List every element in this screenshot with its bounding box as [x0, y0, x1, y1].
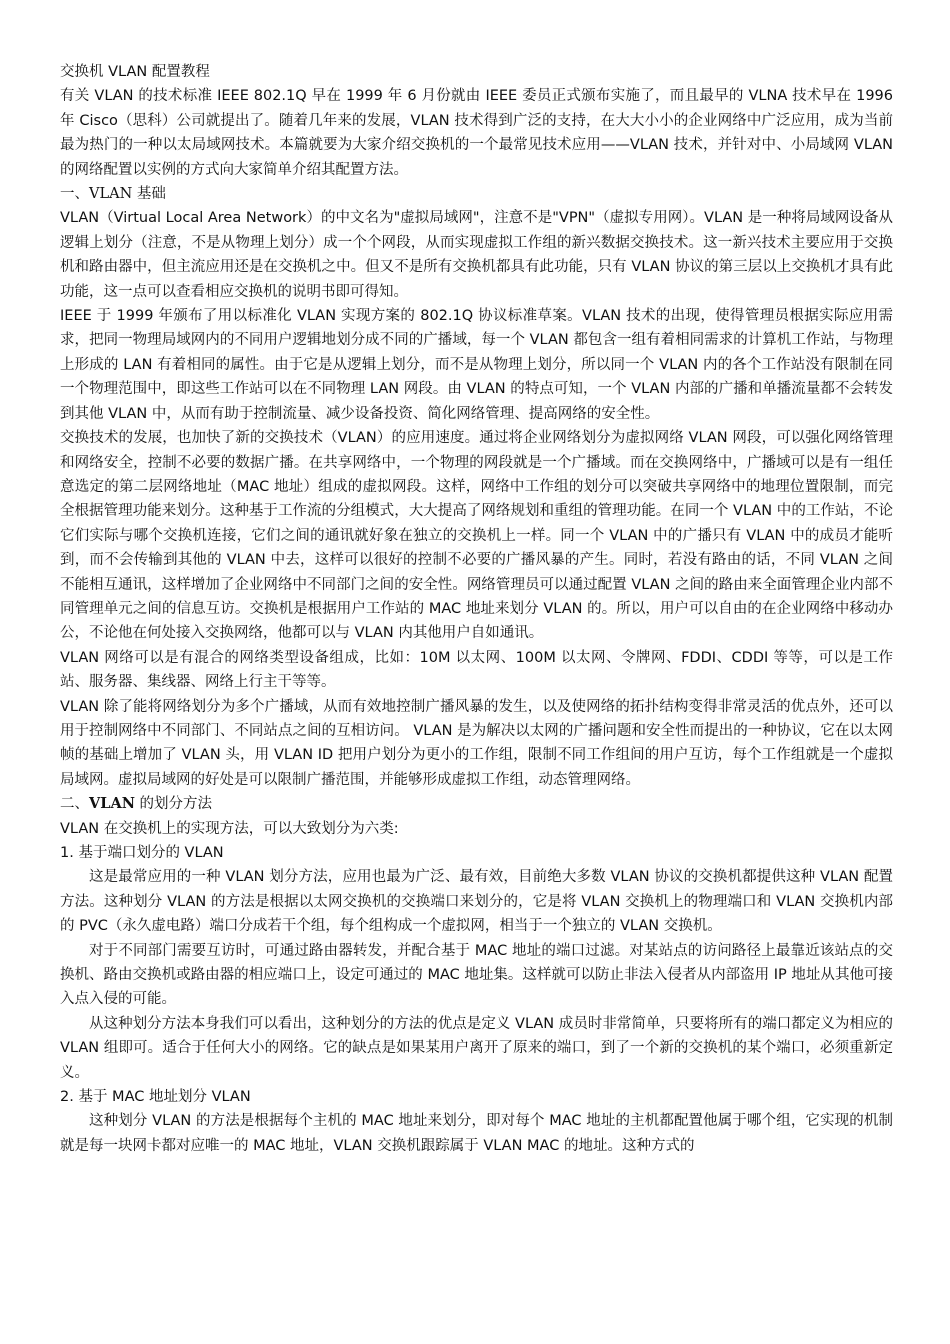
- section-2-heading-prefix: 二、: [60, 796, 89, 813]
- section-2-heading-suffix: 的划分方法: [134, 796, 213, 813]
- item-1-paragraph-2: 对于不同部门需要互访时，可通过路由器转发，并配合基于 MAC 地址的端口过滤。对某站点的访问路径上最靠近该站点的交换机、路由交换机或路由器的相应端口上，设定可通过的 MAC 地址集。这样就可以防止非法入侵者从内部盗用 IP 地址从其他可接入点入侵的可能。: [60, 942, 893, 1008]
- document-page: [60, 60, 893, 1158]
- section-2-intro: VLAN 在交换机上的实现方法，可以大致划分为六类:: [60, 820, 399, 837]
- section-1-paragraph-4: VLAN 网络可以是有混合的网络类型设备组成，比如：10M 以太网、100M 以太网、令牌网、FDDI、CDDI 等等，可以是工作站、服务器、集线器、网络上行主干等等。: [60, 649, 893, 691]
- document-title: 交换机 VLAN 配置教程: [60, 64, 210, 80]
- item-2-paragraph-1: 这种划分 VLAN 的方法是根据每个主机的 MAC 地址来划分，即对每个 MAC 地址的主机都配置他属于哪个组，它实现的机制就是每一块网卡都对应唯一的 MAC 地址，VLAN 交换机跟踪属于 VLAN MAC 的地址。这种方式的: [60, 1113, 893, 1154]
- section-2-heading-bold: VLAN: [89, 795, 135, 813]
- section-1-paragraph-2: IEEE 于 1999 年颁布了用以标准化 VLAN 实现方案的 802.1Q 协议标准草案。VLAN 技术的出现，使得管理员根据实际应用需求，把同一物理局域网内的不同用户逻辑地划分成不同的广播域，每一个 VLAN 都包含一组有着相同需求的计算机工作站，与物理上形成的 LAN 有着相同的属性。由于它是从逻辑上划分，而不是从物理上划分，所以同一个 VLAN 内的各个工作站没有限制在同一个物理范围中，即这些工作站可以在不同物理 LAN 网段。由 VLAN 的特点可知，一个 VLAN 内部的广播和单播流量都不会转发到其他 VLAN 中，从而有助于控制流量、减少设备投资、简化网络管理、提高网络的安全性。: [60, 308, 893, 422]
- section-1-paragraph-5: VLAN 除了能将网络划分为多个广播域，从而有效地控制广播风暴的发生，以及使网络的拓扑结构变得非常灵活的优点外，还可以用于控制网络中不同部门、不同站点之间的互相访问。 VLAN 是为解决以太网的广播问题和安全性而提出的一种协议，它在以太网帧的基础上增加了 VLAN 头，用 VLAN ID 把用户划分为更小的工作组，限制不同工作组间的用户互访，每个工作组就是一个虚拟局域网。虚拟局域网的好处是可以限制广播范围，并能够形成虚拟工作组，动态管理网络。: [60, 698, 893, 788]
- section-2-heading: [60, 792, 893, 816]
- intro-paragraph: 有关 VLAN 的技术标准 IEEE 802.1Q 早在 1999 年 6 月份就由 IEEE 委员正式颁布实施了，而且最早的 VLNA 技术早在 1996 年 Cisco（思科）公司就提出了。随着几年来的发展，VLAN 技术得到广泛的支持，在大大小小的企业网络中广泛应用，成为当前最为热门的一种以太局域网技术。本篇就要为大家介绍交换机的一个最常见技术应用——VLAN 技术，并针对中、小局域网 VLAN 的网络配置以实例的方式向大家简单介绍其配置方法。: [60, 88, 893, 178]
- section-1-paragraph-1: VLAN（Virtual Local Area Network）的中文名为"虚拟局域网"，注意不是"VPN"（虚拟专用网）。VLAN 是一种将局域网设备从逻辑上划分（注意，不是从物理上划分）成一个个网段，从而实现虚拟工作组的新兴数据交换技术。这一新兴技术主要应用于交换机和路由器中，但主流应用还是在交换机之中。但又不是所有交换机都具有此功能，只有 VLAN 协议的第三层以上交换机才具有此功能，这一点可以查看相应交换机的说明书即可得知。: [60, 210, 893, 300]
- item-2-heading: 2. 基于 MAC 地址划分 VLAN: [60, 1089, 251, 1106]
- section-1-paragraph-3: 交换技术的发展，也加快了新的交换技术（VLAN）的应用速度。通过将企业网络划分为虚拟网络 VLAN 网段，可以强化网络管理和网络安全，控制不必要的数据广播。在共享网络中，一个物理的网段就是一个广播域。而在交换网络中，广播域可以是有一组任意选定的第二层网络地址（MAC 地址）组成的虚拟网段。这样，网络中工作组的划分可以突破共享网络中的地理位置限制，而完全根据管理功能来划分。这种基于工作流的分组模式，大大提高了网络规划和重组的管理功能。在同一个 VLAN 中的工作站，不论它们实际与哪个交换机连接，它们之间的通讯就好象在独立的交换机上一样。同一个 VLAN 中的广播只有 VLAN 中的成员才能听到，而不会传输到其他的 VLAN 中去，这样可以很好的控制不必要的广播风暴的产生。同时，若没有路由的话，不同 VLAN 之间不能相互通讯，这样增加了企业网络中不同部门之间的安全性。网络管理员可以通过配置 VLAN 之间的路由来全面管理企业内部不同管理单元之间的信息互访。交换机是根据用户工作站的 MAC 地址来划分 VLAN 的。所以，用户可以自由的在企业网络中移动办公，不论他在何处接入交换网络，他都可以与 VLAN 内其他用户自如通讯。: [60, 430, 893, 642]
- section-1-heading: 一、VLAN 基础: [60, 186, 166, 203]
- item-1-paragraph-1: 这是最常应用的一种 VLAN 划分方法，应用也最为广泛、最有效，目前绝大多数 VLAN 协议的交换机都提供这种 VLAN 配置方法。这种划分 VLAN 的方法是根据以太网交换机的交换端口来划分的，它是将 VLAN 交换机上的物理端口和 VLAN 交换机内部的 PVC（永久虚电路）端口分成若干个组，每个组构成一个虚拟网，相当于一个独立的 VLAN 交换机。: [60, 869, 893, 935]
- item-1-heading: 1. 基于端口划分的 VLAN: [60, 845, 224, 861]
- item-1-paragraph-3: 从这种划分方法本身我们可以看出，这种划分的方法的优点是定义 VLAN 成员时非常简单，只要将所有的端口都定义为相应的 VLAN 组即可。适合于任何大小的网络。它的缺点是如果某用户离开了原来的端口，到了一个新的交换机的某个端口，必须重新定义。: [60, 1015, 893, 1081]
